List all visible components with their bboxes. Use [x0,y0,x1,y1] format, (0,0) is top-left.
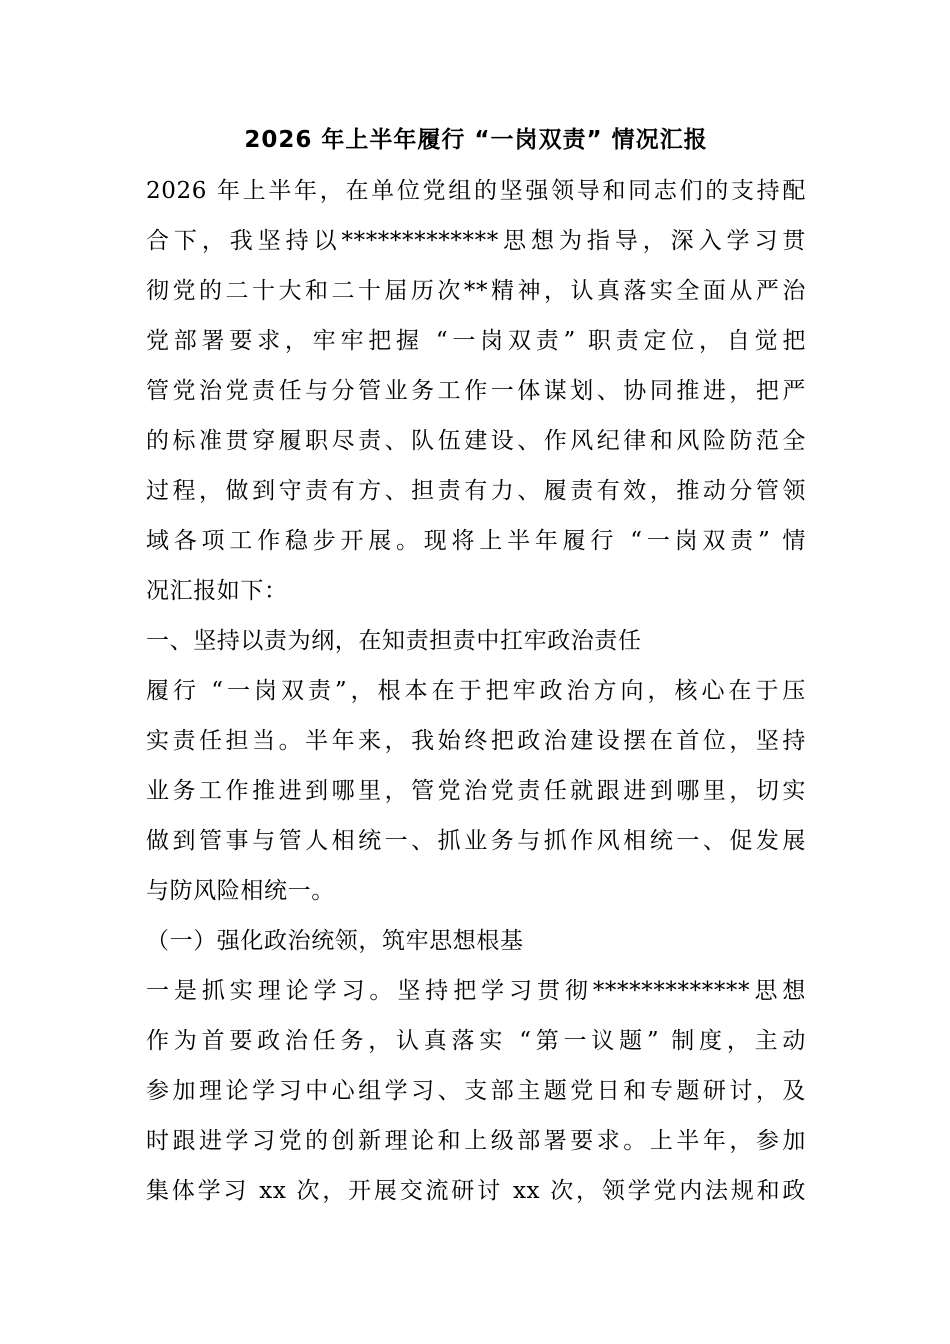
paragraph-line: 与防风险相统一。 [146,878,335,904]
paragraph-line: 域各项工作稳步开展。现将上半年履行 “一岗双责” 情 [146,528,806,554]
paragraph-line: 履行 “一岗双责”，根本在于把牢政治方向，核心在于压 [146,678,806,704]
paragraph-line: 参加理论学习中心组学习、支部主题党日和专题研讨，及 [146,1078,806,1104]
paragraph-line: 党部署要求，牢牢把握 “一岗双责” 职责定位，自觉把 [146,328,806,354]
subsection-heading: （一）强化政治统领，筑牢思想根基 [146,928,524,954]
paragraph-line: 集体学习 xx 次，开展交流研讨 xx 次，领学党内法规和政 [146,1178,806,1204]
paragraph-line: 作为首要政治任务，认真落实 “第一议题” 制度，主动 [146,1028,806,1054]
paragraph-line: 合下，我坚持以*************思想为指导，深入学习贯 [146,228,806,254]
paragraph-line: 一是抓实理论学习。坚持把学习贯彻*************思想 [146,978,806,1004]
paragraph-line: 业务工作推进到哪里，管党治党责任就跟进到哪里，切实 [146,778,806,804]
paragraph-line: 管党治党责任与分管业务工作一体谋划、协同推进，把严 [146,378,806,404]
paragraph-line: 况汇报如下： [146,578,288,604]
paragraph-line: 做到管事与管人相统一、抓业务与抓作风相统一、促发展 [146,828,806,854]
document-title: 2026 年上半年履行 “一岗双责” 情况汇报 [244,127,708,153]
paragraph-line: 彻党的二十大和二十届历次**精神，认真落实全面从严治 [146,278,806,304]
paragraph-line: 时跟进学习党的创新理论和上级部署要求。上半年，参加 [146,1128,806,1154]
paragraph-line: 2026 年上半年，在单位党组的坚强领导和同志们的支持配 [146,178,806,204]
section-heading: 一、坚持以责为纲，在知责担责中扛牢政治责任 [146,628,642,654]
paragraph-line: 的标准贯穿履职尽责、队伍建设、作风纪律和风险防范全 [146,428,806,454]
paragraph-line: 实责任担当。半年来，我始终把政治建设摆在首位，坚持 [146,728,806,754]
paragraph-line: 过程，做到守责有方、担责有力、履责有效，推动分管领 [146,478,806,504]
